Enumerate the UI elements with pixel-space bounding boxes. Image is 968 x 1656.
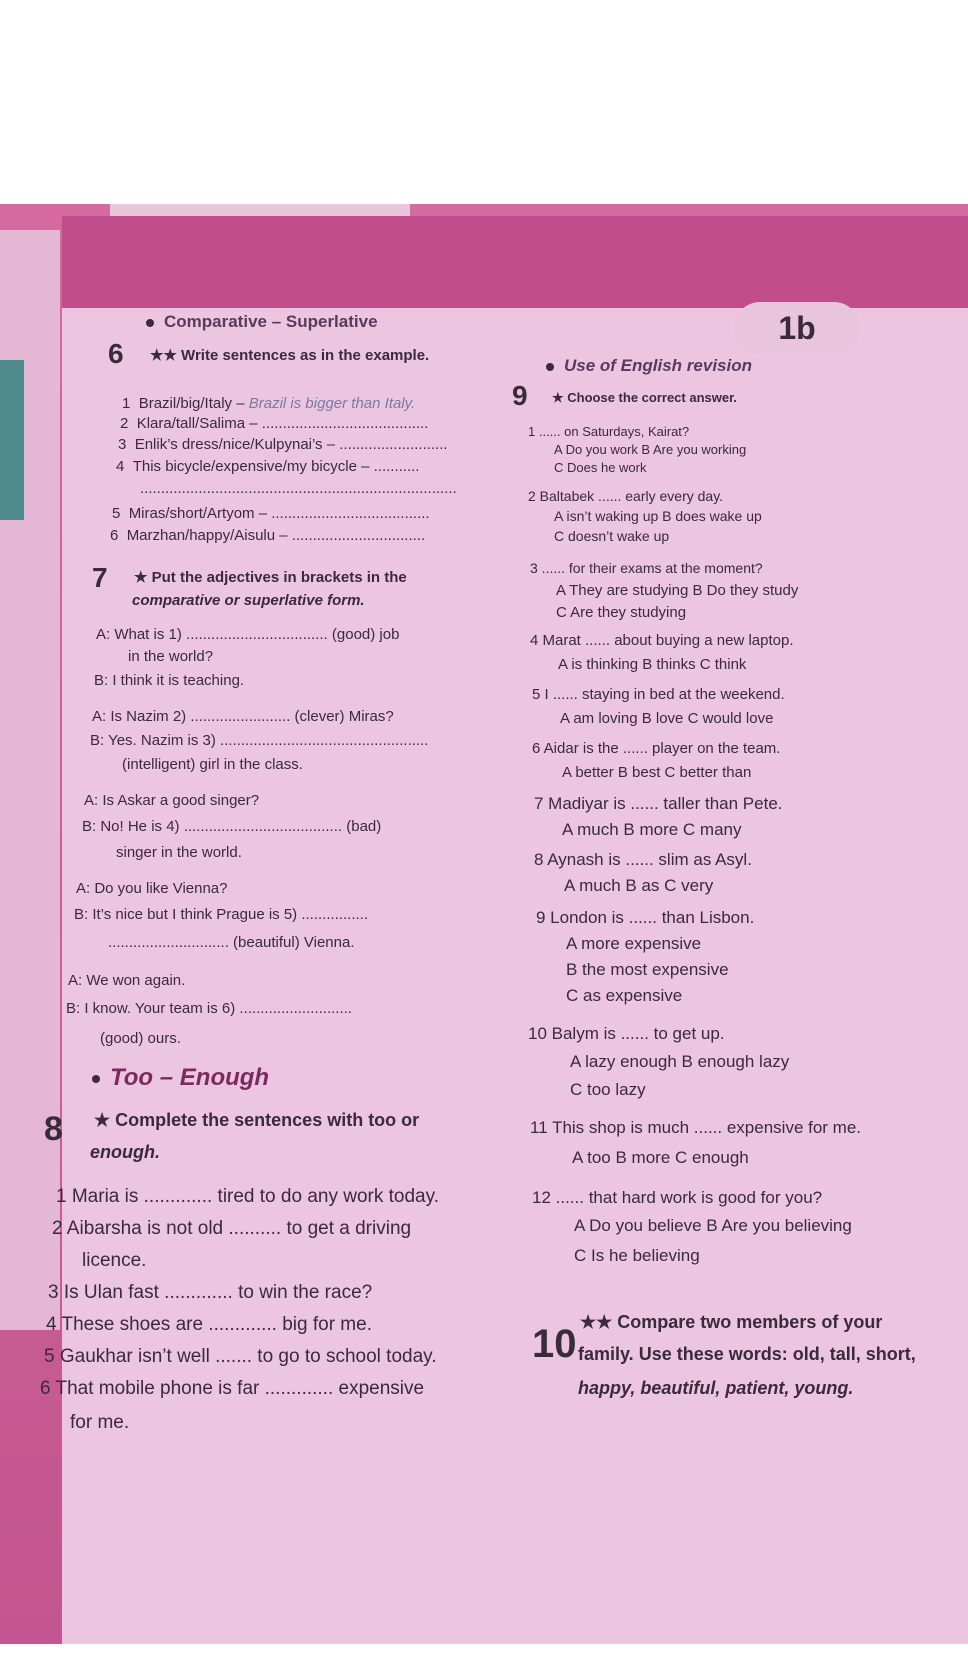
exercise-7-instruction-2: comparative or superlative form. — [132, 592, 365, 609]
ex7-line-2: in the world? — [128, 648, 214, 665]
ex9-q2-options-ab: A isn’t waking up B does wake up — [554, 508, 762, 524]
ex6-item-1: 1 Brazil/big/Italy – Brazil is bigger than Italy. — [122, 395, 416, 412]
ex9-q10-options-ab: A lazy enough B enough lazy — [570, 1052, 790, 1071]
ex6-item-6: 6 Marzhan/happy/Aisulu – ................................ — [110, 527, 426, 544]
ex7-line-15: (good) ours. — [100, 1030, 181, 1047]
ex9-q4: 4 Marat ...... about buying a new laptop. — [530, 632, 794, 649]
ex8-line-8: for me. — [70, 1412, 130, 1433]
exercise-10-number: 10 — [532, 1322, 577, 1366]
exercise-6-number: 6 — [108, 338, 124, 369]
exercise-10-instruction-3: happy, beautiful, patient, young. — [578, 1378, 854, 1398]
ex7-line-3: B: I think it is teaching. — [94, 672, 245, 689]
exercise-9-instruction: ★ Choose the correct answer. — [552, 390, 738, 405]
ex7-line-8: B: No! He is 4) ...................................... (bad) — [82, 818, 382, 835]
ex9-q6: 6 Aidar is the ...... player on the team. — [532, 740, 781, 757]
ex9-q9-option-a: A more expensive — [566, 934, 702, 953]
ex7-line-5: B: Yes. Nazim is 3) .................................................. — [90, 732, 429, 749]
page-badge: 1b — [734, 302, 860, 354]
ex9-q3: 3 ...... for their exams at the moment? — [530, 560, 763, 576]
exercise-10-instruction-2: family. Use these words: old, tall, short, — [578, 1344, 916, 1364]
exercise-9-number: 9 — [512, 380, 528, 411]
ex9-q8-options: A much B as C very — [564, 876, 714, 895]
ex7-line-11: B: It’s nice but I think Prague is 5) ................ — [74, 906, 369, 923]
ex8-line-4: 3 Is Ulan fast ............. to win the race? — [48, 1282, 373, 1303]
exercise-8-number: 8 — [44, 1110, 63, 1148]
ex7-line-10: A: Do you like Vienna? — [76, 880, 228, 897]
exercise-8-instruction-2: enough. — [90, 1142, 160, 1162]
ex9-q11-options: A too B more C enough — [572, 1148, 749, 1167]
exercise-7-instruction-1: ★ Put the adjectives in brackets in the — [134, 569, 407, 586]
ex8-line-1: 1 Maria is ............. tired to do any work today. — [56, 1186, 439, 1207]
ex8-line-5: 4 These shoes are ............. big for me. — [46, 1314, 372, 1335]
ex9-q10: 10 Balym is ...... to get up. — [528, 1024, 725, 1043]
ex6-item-3: 3 Enlik’s dress/nice/Kulpynai’s – .......................... — [118, 436, 448, 453]
ex9-q8: 8 Aynash is ...... slim as Asyl. — [534, 850, 752, 869]
ex7-line-13: A: We won again. — [68, 972, 186, 989]
ex9-q9-option-c: C as expensive — [566, 986, 683, 1005]
section-too-enough: Too – Enough — [92, 1064, 269, 1092]
exercise-6-instruction: ★★ Write sentences as in the example. — [150, 347, 430, 364]
section-use-of-english: Use of English revision — [546, 356, 752, 376]
ex6-item-2: 2 Klara/tall/Salima – ........................................ — [120, 415, 429, 432]
ex9-q11: 11 This shop is much ...... expensive for me. — [530, 1118, 862, 1137]
ex7-line-6: (intelligent) girl in the class. — [122, 756, 303, 773]
section-comparative-superlative: Comparative – Superlative — [146, 312, 378, 332]
ex6-item-4-line: ............................................................................ — [140, 480, 457, 497]
ex9-q12: 12 ...... that hard work is good for you? — [532, 1188, 823, 1207]
ex9-q4-options: A is thinking B thinks C think — [558, 656, 747, 673]
ex9-q12-option-c: C Is he believing — [574, 1246, 700, 1265]
ex6-item-5: 5 Miras/short/Artyom – ...................................... — [112, 505, 430, 522]
ex9-q1-option-c: C Does he work — [554, 460, 647, 475]
ex9-q5-options: A am loving B love C would love — [560, 710, 774, 727]
ex7-line-12: ............................. (beautiful) Vienna. — [108, 934, 355, 951]
ex9-q1-options-ab: A Do you work B Are you working — [554, 442, 747, 457]
book-left-tab — [0, 360, 24, 520]
ex9-q7: 7 Madiyar is ...... taller than Pete. — [534, 794, 783, 813]
ex7-line-7: A: Is Askar a good singer? — [84, 792, 260, 809]
ex9-q10-option-c: C too lazy — [570, 1080, 646, 1099]
ex7-line-1: A: What is 1) .................................. (good) job — [96, 626, 400, 643]
ex6-item-4: 4 This bicycle/expensive/my bicycle – ........... — [116, 458, 420, 475]
ex8-line-3: licence. — [82, 1250, 147, 1271]
ex9-q7-options: A much B more C many — [562, 820, 742, 839]
ex9-q1: 1 ...... on Saturdays, Kairat? — [528, 424, 690, 439]
ex9-q9: 9 London is ...... than Lisbon. — [536, 908, 755, 927]
ex9-q2-option-c: C doesn’t wake up — [554, 528, 670, 544]
page-header-band — [62, 216, 968, 308]
ex9-q6-options: A better B best C better than — [562, 764, 752, 781]
ex9-q2: 2 Baltabek ...... early every day. — [528, 488, 724, 504]
exercise-8-instruction-1: ★ Complete the sentences with too or — [94, 1110, 420, 1130]
ex9-q3-option-c: C Are they studying — [556, 604, 687, 621]
ex7-line-9: singer in the world. — [116, 844, 242, 861]
exercise-10-instruction-1: ★★ Compare two members of your — [580, 1312, 883, 1332]
ex9-q5: 5 I ...... staying in bed at the weekend. — [532, 686, 785, 703]
ex8-line-7: 6 That mobile phone is far ............. expensive — [40, 1378, 425, 1399]
ex8-line-2: 2 Aibarsha is not old .......... to get a driving — [52, 1218, 412, 1239]
ex8-line-6: 5 Gaukhar isn’t well ....... to go to school today. — [44, 1346, 437, 1367]
exercise-7-number: 7 — [92, 562, 108, 593]
ex9-q9-option-b: B the most expensive — [566, 960, 729, 979]
ex9-q12-options-ab: A Do you believe B Are you believing — [574, 1216, 852, 1235]
ex9-q3-options-ab: A They are studying B Do they study — [556, 582, 799, 599]
ex7-line-4: A: Is Nazim 2) ........................ (clever) Miras? — [92, 708, 394, 725]
ex7-line-14: B: I know. Your team is 6) ........................... — [66, 1000, 352, 1017]
